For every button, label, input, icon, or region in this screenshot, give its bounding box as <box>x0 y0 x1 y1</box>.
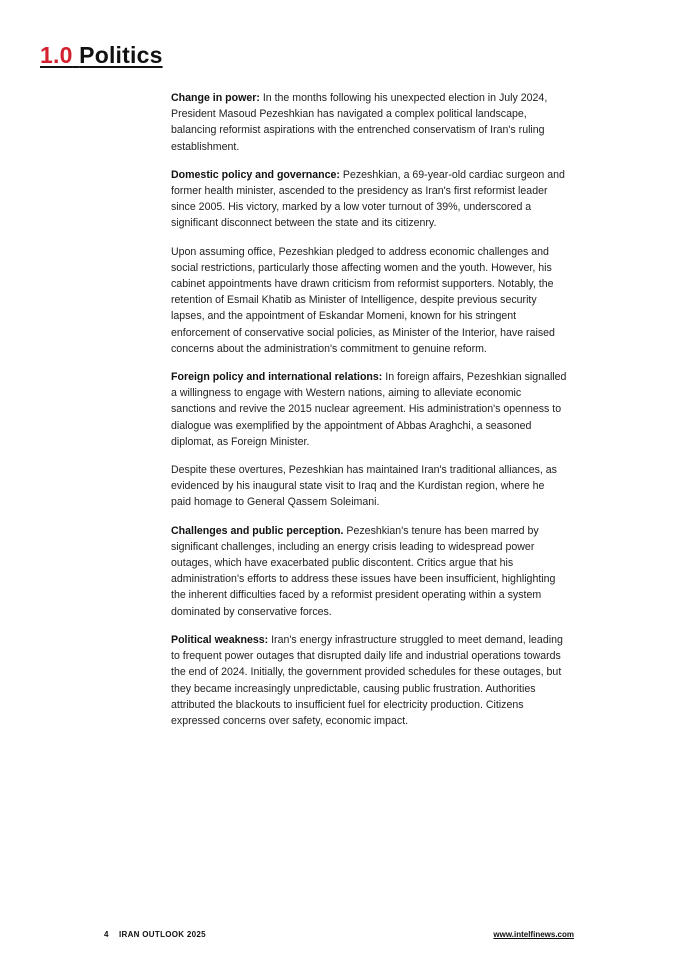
section-number: 1.0 <box>40 42 73 68</box>
paragraph-cabinet <box>171 244 567 357</box>
paragraph-change-in-power <box>171 90 567 155</box>
paragraph-text: In foreign affairs, Pezeshkian signalled a willingness to engage with Western nations, aiming to alleviate economic sanctions and revive the 2015 nuclear agreement. His administration's openness to dialogue was exemplified by the appointment of Abbas Araghchi, a seasoned diplomat, as Foreign Minister. <box>171 371 567 448</box>
paragraph-challenges <box>171 523 567 620</box>
document-title: IRAN OUTLOOK 2025 <box>119 930 206 939</box>
paragraph-lead: Domestic policy and governance: <box>171 168 340 181</box>
paragraph-text: Despite these overtures, Pezeshkian has maintained Iran's traditional alliances, as evidenced by his inaugural state visit to Iraq and the Kurdistan region, where he paid homage to General Qassem Soleimani. <box>171 464 557 509</box>
paragraph-lead: Political weakness: <box>171 633 269 646</box>
body-text <box>171 90 567 741</box>
paragraph-lead: Foreign policy and international relations: <box>171 371 383 384</box>
paragraph-text: Iran's energy infrastructure struggled to meet demand, leading to frequent power outages that disrupted daily life and industrial operations towards the end of 2024. Initially, the government provided schedules for these outages, but they became increasingly unpredictable, causing public frustration. Authorities attributed the blackouts to insufficient fuel for electricity production. Citizens expressed concerns over safety, economic impact. <box>171 633 563 727</box>
section-heading <box>40 42 163 69</box>
paragraph-political-weakness <box>171 632 567 729</box>
paragraph-lead: Challenges and public perception. <box>171 524 344 537</box>
website-link[interactable]: www.intelfinews.com <box>493 930 574 939</box>
paragraph-foreign-policy <box>171 369 567 450</box>
page-number: 4 <box>104 930 109 939</box>
paragraph-text: Upon assuming office, Pezeshkian pledged to address economic challenges and social restrictions, particularly those affecting women and the youth. However, his cabinet appointments have drawn criticism from reformist supporters. Notably, the retention of Esmail Khatib as Minister of Intelligence, despite previous security lapses, and the appointment of Eskandar Momeni, known for his stringent enforcement of conservative social policies, as Minister of the Interior, have raised concerns about the administration's commitment to genuine reform. <box>171 245 555 355</box>
paragraph-lead: Change in power: <box>171 92 260 104</box>
paragraph-alliances <box>171 462 567 511</box>
paragraph-text: In the months following his unexpected election in July 2024, President Masoud Pezeshkian has navigated a complex political landscape, balancing reformist aspirations with the entrenched conservatism of Iran's ruling establishment. <box>171 92 548 153</box>
paragraph-text: Pezeshkian's tenure has been marred by significant challenges, including an energy crisis leading to widespread power outages, which have exacerbated public discontent. Critics argue that his administration's efforts to address these issues have been insufficient, highlighting the inherent difficulties faced by a reformist president operating within a system dominated by conservative forces. <box>171 524 556 618</box>
paragraph-domestic-policy <box>171 167 567 232</box>
section-title: Politics <box>79 42 163 68</box>
paragraph-text: Pezeshkian, a 69-year-old cardiac surgeon and former health minister, ascended to the presidency as Iran's first reformist leader since 2005. His victory, marked by a low voter turnout of 39%, underscored a significant disconnect between the state and its citizenry. <box>171 168 565 230</box>
